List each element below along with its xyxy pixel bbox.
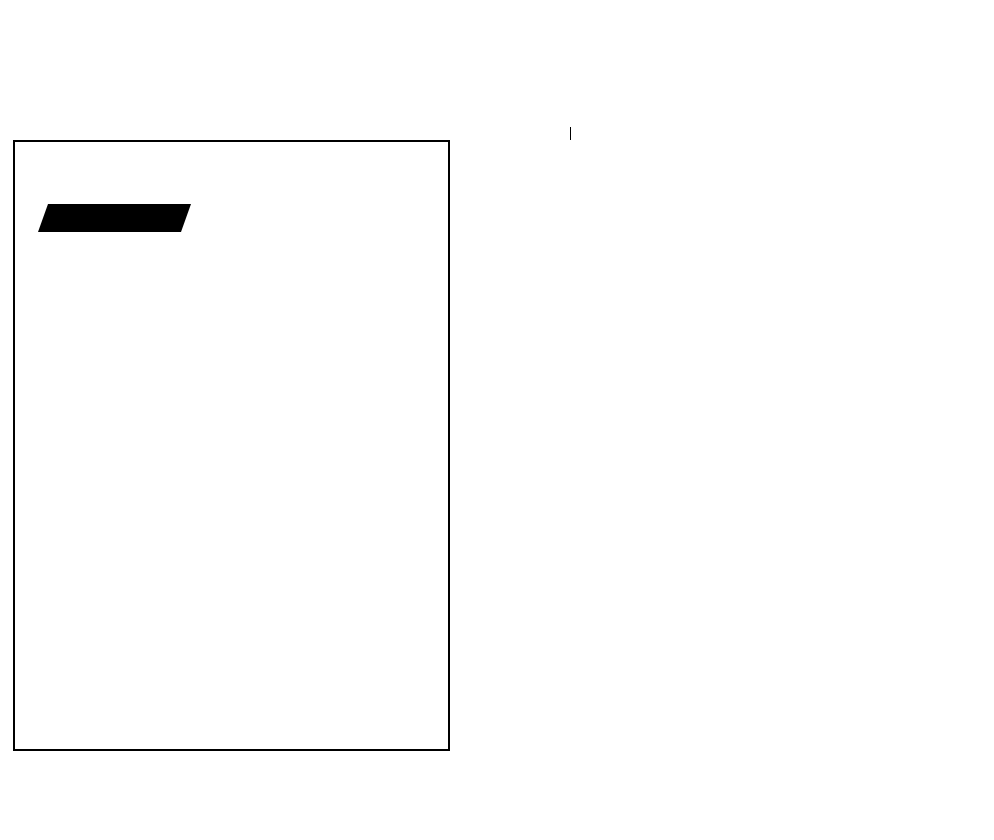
- chart-frame: [13, 140, 450, 751]
- header-divider-tick: [570, 127, 571, 140]
- field-vento: [443, 73, 447, 89]
